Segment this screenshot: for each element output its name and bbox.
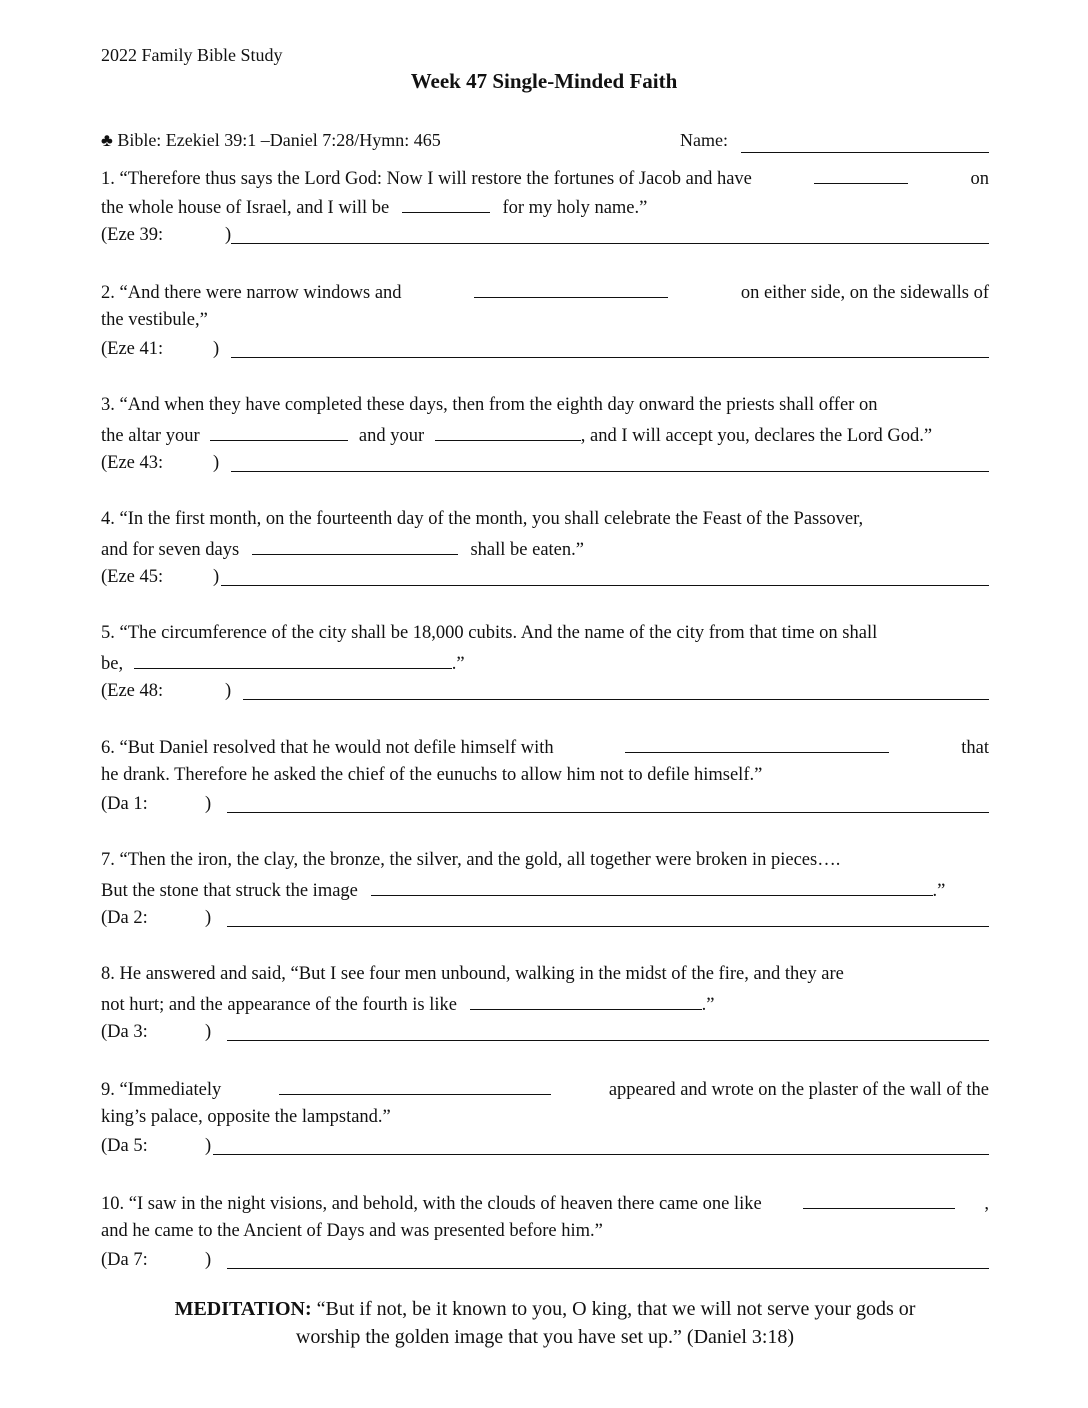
answer-blank[interactable] <box>435 420 581 441</box>
question-text: 9. “Immediately <box>101 1080 222 1100</box>
meditation-text: “But if not, be it known to you, O king, that we will not serve your gods or <box>316 1298 916 1320</box>
question-text: 8. He answered and said, “But I see four men unbound, walking in the midst of the fire, and they are <box>101 964 844 984</box>
reference-close: ) <box>205 1136 212 1156</box>
study-name: 2022 Family Bible Study <box>101 45 283 65</box>
reference-label: (Da 7: <box>101 1250 148 1270</box>
answer-blank[interactable] <box>402 192 490 213</box>
meditation <box>101 1295 989 1351</box>
answer-blank[interactable] <box>371 875 933 896</box>
question-text: shall be eaten.” <box>470 540 584 560</box>
question-4 <box>101 505 989 592</box>
bible-reading: ♣ Bible: Ezekiel 39:1 –Daniel 7:28/Hymn: 465 <box>101 130 441 150</box>
reference-close: ) <box>213 453 220 473</box>
reference-close: ) <box>205 1250 212 1270</box>
question-text: But the stone that struck the image <box>101 881 358 901</box>
question-text: 3. “And when they have completed these days, then from the eighth day onward the priests shall offer on <box>101 395 878 415</box>
reference-label: (Eze 48: <box>101 681 164 701</box>
reference-label: (Eze 41: <box>101 339 164 359</box>
reference-label: (Da 2: <box>101 908 148 928</box>
reference-answer-line[interactable] <box>231 243 989 244</box>
question-text: 4. “In the first month, on the fourteenth day of the month, you shall celebrate the Feast of the Passover, <box>101 509 864 529</box>
question-text: the vestibule,” <box>101 310 208 330</box>
meditation-line-2: worship the golden image that you have set up.” (Daniel 3:18) <box>295 1326 795 1348</box>
reference-close: ) <box>205 794 212 814</box>
reference-answer-line[interactable] <box>221 585 989 586</box>
question-text: and he came to the Ancient of Days and was presented before him.” <box>101 1221 603 1241</box>
reference-close: ) <box>225 225 232 245</box>
question-7 <box>101 846 989 933</box>
answer-blank[interactable] <box>134 648 452 669</box>
question-text: and your <box>358 426 425 446</box>
reference-label: (Eze 45: <box>101 567 164 587</box>
reference-close: ) <box>205 1022 212 1042</box>
question-text: 6. “But Daniel resolved that he would not defile himself with <box>101 738 554 758</box>
question-text: for my holy name.” <box>502 198 648 218</box>
question-text: on either side, on the sidewalls of <box>740 283 989 303</box>
question-text: .” <box>451 654 465 674</box>
question-text: 7. “Then the iron, the clay, the bronze, the silver, and the gold, all together were broken in pieces…. <box>101 850 841 870</box>
question-text: , <box>984 1194 989 1214</box>
meditation-label: MEDITATION: <box>174 1298 312 1320</box>
question-10 <box>101 1188 989 1275</box>
question-6 <box>101 732 989 819</box>
reference-answer-line[interactable] <box>231 357 989 358</box>
question-text: that <box>961 738 989 758</box>
question-text: 2. “And there were narrow windows and <box>101 283 402 303</box>
question-9 <box>101 1074 989 1161</box>
reference-label: (Da 3: <box>101 1022 148 1042</box>
question-5 <box>101 619 989 706</box>
question-text: 10. “I saw in the night visions, and behold, with the clouds of heaven there came one like <box>101 1194 762 1214</box>
question-text: on <box>970 169 989 189</box>
question-text: 1. “Therefore thus says the Lord God: Now I will restore the fortunes of Jacob and have <box>101 169 752 189</box>
reference-answer-line[interactable] <box>243 699 989 700</box>
question-text: appeared and wrote on the plaster of the wall of the <box>608 1080 989 1100</box>
reference-label: (Da 1: <box>101 794 148 814</box>
question-text: 5. “The circumference of the city shall be 18,000 cubits. And the name of the city from that time on shall <box>101 623 878 643</box>
question-text: , and I will accept you, declares the Lord God.” <box>580 426 933 446</box>
name-field[interactable] <box>741 152 989 153</box>
reference-label: (Eze 39: <box>101 225 164 245</box>
meditation-line-1 <box>101 1295 989 1323</box>
answer-blank[interactable] <box>814 163 908 184</box>
question-8 <box>101 960 989 1047</box>
info-line <box>101 128 989 154</box>
reference-label: (Da 5: <box>101 1136 148 1156</box>
question-text: the whole house of Israel, and I will be <box>101 198 390 218</box>
question-text: not hurt; and the appearance of the fourth is like <box>101 995 457 1015</box>
question-1 <box>101 163 989 250</box>
question-text: he drank. Therefore he asked the chief of the eunuchs to allow him not to defile himself.” <box>101 765 763 785</box>
reference-answer-line[interactable] <box>231 471 989 472</box>
reference-answer-line[interactable] <box>227 812 989 813</box>
question-text: the altar your <box>101 426 200 446</box>
answer-blank[interactable] <box>474 277 668 298</box>
reference-close: ) <box>213 339 220 359</box>
answer-blank[interactable] <box>252 534 458 555</box>
answer-blank[interactable] <box>279 1074 551 1095</box>
page-title: Week 47 Single-Minded Faith <box>410 69 678 93</box>
question-text: and for seven days <box>101 540 240 560</box>
question-text: .” <box>932 881 946 901</box>
reference-answer-line[interactable] <box>227 1040 989 1041</box>
answer-blank[interactable] <box>625 732 889 753</box>
reference-answer-line[interactable] <box>227 926 989 927</box>
name-label: Name: <box>680 130 728 150</box>
question-text: be, <box>101 654 124 674</box>
reference-close: ) <box>225 681 232 701</box>
question-text: .” <box>701 995 715 1015</box>
answer-blank[interactable] <box>803 1188 955 1209</box>
answer-blank[interactable] <box>210 420 348 441</box>
question-text: king’s palace, opposite the lampstand.” <box>101 1107 391 1127</box>
reference-answer-line[interactable] <box>213 1154 989 1155</box>
reference-close: ) <box>205 908 212 928</box>
reference-close: ) <box>213 567 220 587</box>
reference-answer-line[interactable] <box>227 1268 989 1269</box>
question-2 <box>101 277 989 364</box>
question-3 <box>101 391 989 478</box>
reference-label: (Eze 43: <box>101 453 164 473</box>
answer-blank[interactable] <box>470 989 702 1010</box>
